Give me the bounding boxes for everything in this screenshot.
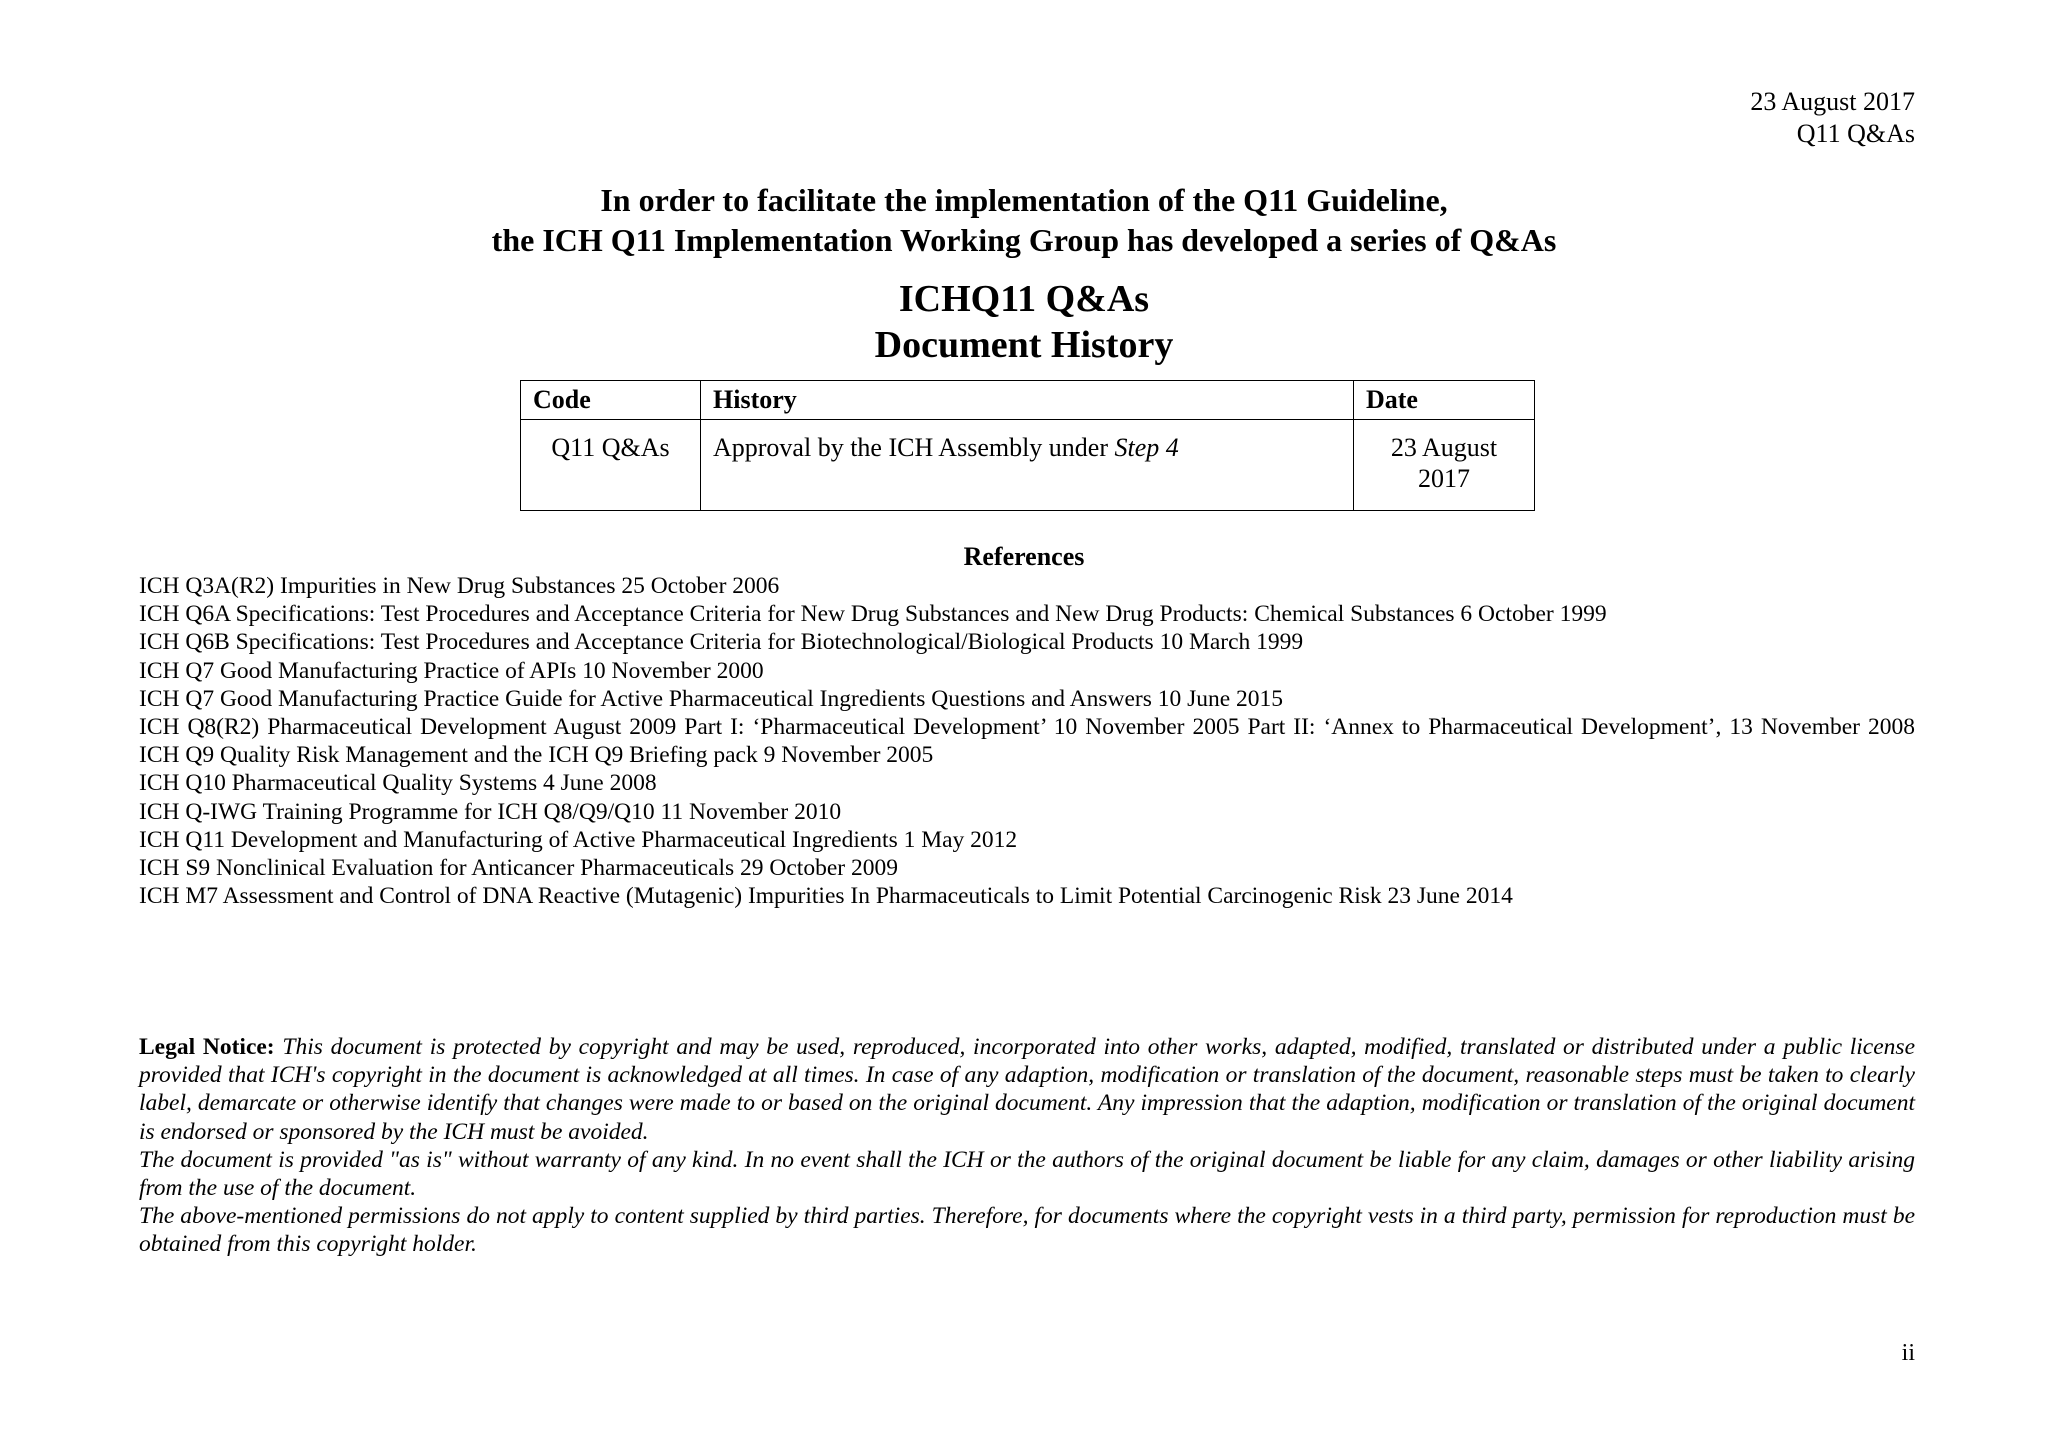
table-header-row	[521, 381, 1535, 420]
legal-paragraph-3: The above-mentioned permissions do not apply to content supplied by third parties. Therefore, for documents where the copyright vests in a third party, permission for reproduction must be obtained from this copyright holder.	[139, 1203, 1915, 1258]
history-text: Approval by the ICH Assembly under	[713, 433, 1115, 462]
column-header-code: Code	[521, 381, 701, 420]
title-line-1: ICHQ11 Q&As	[898, 278, 1150, 320]
reference-item: ICH M7 Assessment and Control of DNA Reactive (Mutagenic) Impurities In Pharmaceuticals to Limit Potential Carcinogenic Risk 23 June 2014	[139, 883, 1513, 910]
legal-text-1: This document is protected by copyright and may be used, reproduced, incorporated into other works, adapted, modified, translated or distributed under a public license provided that ICH's copyright in the document is acknowledged at all times. In case of any adaption, modification or translation of the document, reasonable steps must be taken to clearly label, demarcate or otherwise identify that changes were made to or based on the original document. Any impression that the adaption, modification or translation of the original document is endorsed or sponsored by the ICH must be avoided.	[139, 1034, 1915, 1145]
references-list	[139, 572, 1915, 910]
legal-notice	[139, 1033, 1915, 1259]
header-date: 23 August 2017	[1750, 87, 1915, 116]
reference-item: ICH Q7 Good Manufacturing Practice of APIs 10 November 2000	[139, 657, 764, 684]
history-step: Step 4	[1114, 433, 1179, 462]
reference-item: ICH Q6B Specifications: Test Procedures and Acceptance Criteria for Biotechnological/Biological Products 10 March 1999	[139, 629, 1304, 656]
header-doc-code: Q11 Q&As	[1796, 119, 1915, 148]
intro-line-1: In order to facilitate the implementation of the Q11 Guideline,	[600, 182, 1448, 218]
column-header-date: Date	[1354, 381, 1535, 420]
title-line-2: Document History	[874, 324, 1174, 366]
cell-history	[701, 420, 1354, 511]
date-line-2: 2017	[1418, 464, 1470, 493]
intro-heading	[0, 180, 2048, 260]
reference-item: ICH Q8(R2) Pharmaceutical Development August 2009 Part I: ‘Pharmaceutical Development’ 10 November 2005 Part II: ‘Annex to Pharmaceutical Development’, 13 November 2008 ICH Q9 Quality Risk Management and the ICH Q9 Briefing pack 9 November 2005	[139, 714, 1915, 769]
page-header	[1750, 86, 1915, 150]
cell-code: Q11 Q&As	[521, 420, 701, 511]
legal-paragraph-1	[139, 1033, 1915, 1146]
column-header-history: History	[701, 381, 1354, 420]
legal-label: Legal Notice:	[139, 1034, 275, 1060]
reference-item: ICH Q6A Specifications: Test Procedures and Acceptance Criteria for New Drug Substances and New Drug Products: Chemical Substances 6 October 1999	[139, 601, 1607, 628]
page-number: ii	[1901, 1340, 1915, 1366]
date-line-1: 23 August	[1390, 433, 1498, 462]
reference-item: ICH S9 Nonclinical Evaluation for Anticancer Pharmaceuticals 29 October 2009	[139, 855, 898, 882]
legal-paragraph-2: The document is provided "as is" without warranty of any kind. In no event shall the ICH or the authors of the original document be liable for any claim, damages or other liability arising from the use of the document.	[139, 1146, 1915, 1202]
document-history-table	[520, 380, 1535, 511]
intro-line-2: the ICH Q11 Implementation Working Group has developed a series of Q&As	[491, 222, 1557, 258]
cell-date	[1354, 420, 1535, 511]
table-row	[521, 420, 1535, 511]
reference-item: ICH Q3A(R2) Impurities in New Drug Substances 25 October 2006	[139, 573, 780, 599]
reference-item: ICH Q11 Development and Manufacturing of Active Pharmaceutical Ingredients 1 May 2012	[139, 826, 1018, 853]
reference-item: ICH Q7 Good Manufacturing Practice Guide for Active Pharmaceutical Ingredients Questions and Answers 10 June 2015	[139, 685, 1284, 712]
reference-item: ICH Q-IWG Training Programme for ICH Q8/Q9/Q10 11 November 2010	[139, 798, 842, 825]
document-title	[0, 276, 2048, 368]
reference-item: ICH Q10 Pharmaceutical Quality Systems 4 June 2008	[139, 770, 657, 797]
references-heading: References	[963, 542, 1085, 571]
